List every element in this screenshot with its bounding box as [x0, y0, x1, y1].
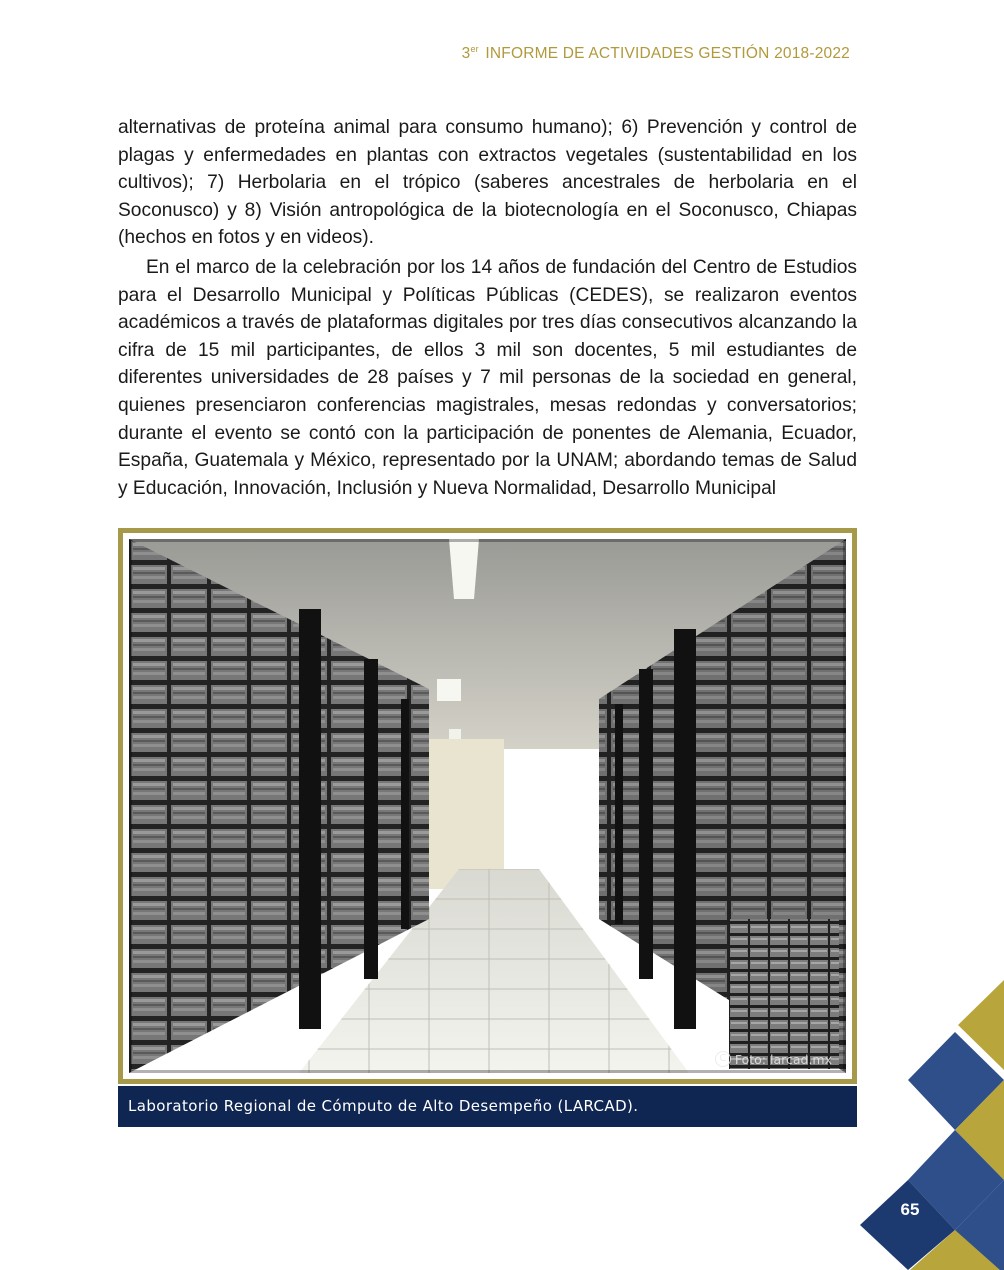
paragraph-2: En el marco de la celebración por los 14 años de fundación del Centro de Estudios para el Desarrollo Municipal y Políticas Públicas (CEDES), se realizaron eventos académicos a través de plataformas digitales por tres días consecutivos alcanzando la cifra de 15 mil participantes, de ellos 3 mil son docentes, 5 mil estudiantes de diferentes universidades de 28 países y 7 mil personas de la sociedad en general, quienes presenciaron conferencias magistrales, mesas redondas y conversatorios; durante el evento se contó con la participación de ponentes de Alemania, Ecuador, España, Guatemala y México, representado por la UNAM; abordando temas de Salud y Educación, Innovación, Inclusión y Nueva Normalidad, Desarrollo Municipal	[118, 256, 857, 499]
body-text	[118, 114, 857, 502]
photo-credit	[715, 1051, 832, 1067]
figure-mat	[123, 533, 852, 1079]
paragraph-1: alternativas de proteína animal para consumo humano); 6) Prevención y control de plagas y enfermedades en plantas con extractos vegetales (sustentabilidad en los cultivos); 7) Herbolaria en el trópico (saberes ancestrales de herbolaria en el Soconusco) y 8) Visión antropológica de la biotecnología en el Soconusco, Chiapas (hechos en fotos y en videos).	[118, 117, 857, 249]
server-room-illustration	[129, 539, 846, 1073]
photo-credit-text: Foto: larcad.mx	[734, 1051, 832, 1067]
running-header	[462, 44, 850, 63]
header-title: INFORME DE ACTIVIDADES GESTIÓN 2018-2022	[485, 45, 850, 62]
header-ordinal: 3	[461, 45, 471, 62]
page-number: 65	[900, 1200, 920, 1219]
server-room-photo	[129, 539, 846, 1073]
figure-caption: Laboratorio Regional de Cómputo de Alto Desempeño (LARCAD).	[118, 1086, 857, 1127]
header-ordinal-suffix: er	[470, 44, 479, 54]
corner-diamond-decoration	[860, 980, 1004, 1270]
figure-frame	[118, 528, 857, 1084]
copyright-icon: C	[715, 1051, 731, 1067]
